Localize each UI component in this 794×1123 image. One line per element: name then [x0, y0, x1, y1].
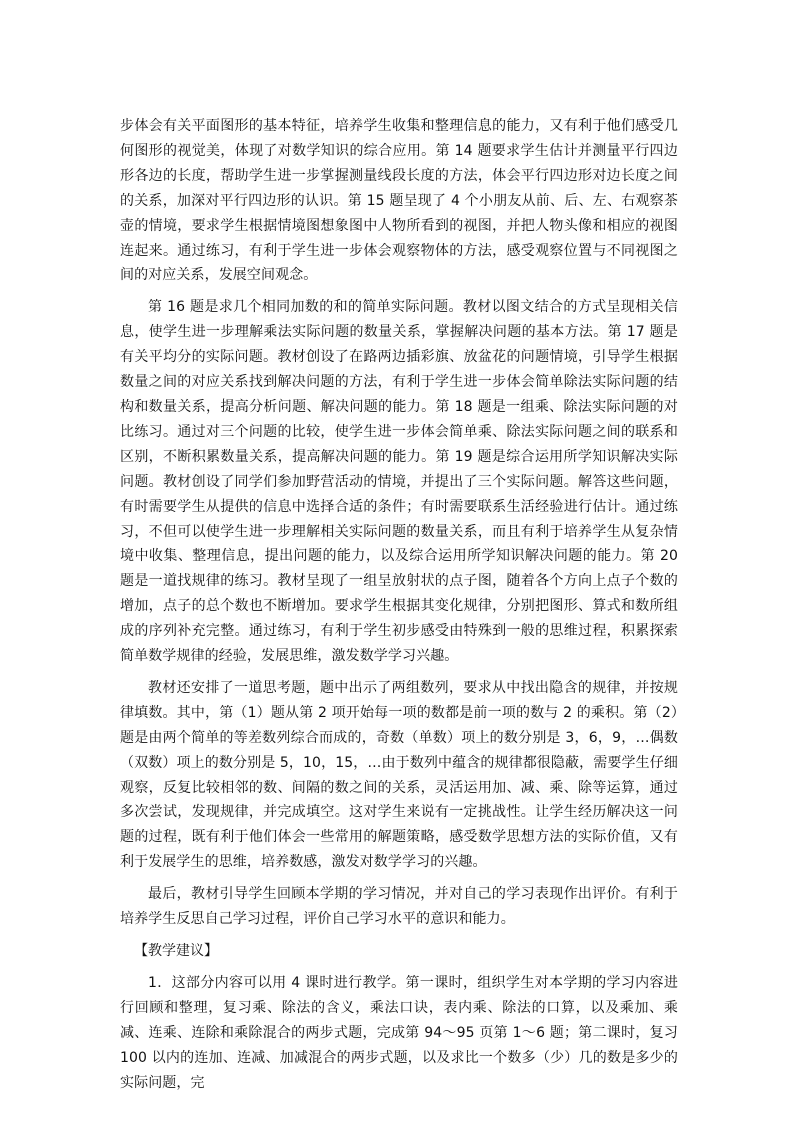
- suggestion-paragraph: 1．这部分内容可以用 4 课时进行教学。第一课时，组织学生对本学期的学习内容进行回顾和整理，复习乘、除法的含义，乘法口诀，表内乘、除法的口算，以及乘加、乘减、连乘、连除和乘除混合的两步式题，完成第 94～95 页第 1～6 题；第二课时，复习 100 以内的连加、连减、加减混合的两步式题，以及求比一个数多（少）几的数是多少的实际问题，完: [120, 974, 678, 1091]
- paragraph-3: 教材还安排了一道思考题，题中出示了两组数列，要求从中找出隐含的规律，并按规律填数。其中，第（1）题从第 2 项开始每一项的数都是前一项的数与 2 的乘积。第（2）题是由两个简单的等差数列综合而成的，奇数（单数）项上的数分别是 3，6，9，…偶数（双数）项上的数分别是 5，10，15，…由于数列中蕴含的规律都很隐蔽，需要学生仔细观察，反复比较相邻的数、间隔的数之间的关系，灵活运用加、减、乘、除等运算，通过多次尝试，发现规律，并完成填空。这对学生来说有一定挑战性。让学生经历解决这一问题的过程，既有利于他们体会一些常用的解题策略，感受数学思想方法的实际价值，又有利于发展学生的思维，培养数感，激发对数学学习的兴趣。: [120, 679, 678, 871]
- section-heading: 【教学建议】: [134, 943, 218, 959]
- paragraph-2: 第 16 题是求几个相同加数的和的简单实际问题。教材以图文结合的方式呈现相关信息，使学生进一步理解乘法实际问题的数量关系，掌握解决问题的基本方法。第 17 题是有关平均分的实际问题。教材创设了在路两边插彩旗、放盆花的问题情境，引导学生根据数量之间的对应关系找到解决问题的方法，有利于学生进一步体会简单除法实际问题的结构和数量关系，提高分析问题、解决问题的能力。第 18 题是一组乘、除法实际问题的对比练习。通过对三个问题的比较，使学生进一步体会简单乘、除法实际问题之间的联系和区别，不断积累数量关系，提高解决问题的能力。第 19 题是综合运用所学知识解决实际问题。教材创设了同学们参加野营活动的情境，并提出了三个实际问题。解答这些问题，有时需要学生从提供的信息中选择合适的条件；有时需要联系生活经验进行估计。通过练习，不但可以使学生进一步理解相关实际问题的数量关系，而且有利于培养学生从复杂情境中收集、整理信息，提出问题的能力，以及综合运用所学知识解决问题的能力。第 20 题是一道找规律的练习。教材呈现了一组呈放射状的点子图，随着各个方向上点子个数的增加，点子的总个数也不断增加。要求学生根据其变化规律，分别把图形、算式和数所组成的序列补充完整。通过练习，有利于学生初步感受由特殊到一般的思维过程，积累探索简单数学规律的经验，发展思维，激发数学学习兴趣。: [120, 299, 678, 665]
- paragraph-4: 最后，教材引导学生回顾本学期的学习情况，并对自己的学习表现作出评价。有利于培养学生反思自己学习过程，评价自己学习水平的意识和能力。: [120, 886, 678, 928]
- paragraph-1: 步体会有关平面图形的基本特征，培养学生收集和整理信息的能力，又有利于他们感受几何图形的视觉美，体现了对数学知识的综合应用。第 14 题要求学生估计并测量平行四边形各边的长度，帮助学生进一步掌握测量线段长度的方法，体会平行四边形对边长度之间的关系，加深对平行四边形的认识。第 15 题呈现了 4 个小朋友从前、后、左、右观察茶壶的情境，要求学生根据情境图想象图中人物所看到的视图，并把人物头像和相应的视图连起来。通过练习，有利于学生进一步体会观察物体的方法，感受观察位置与不同视图之间的对应关系，发展空间观念。: [120, 118, 678, 284]
- document-page: [120, 114, 678, 1102]
